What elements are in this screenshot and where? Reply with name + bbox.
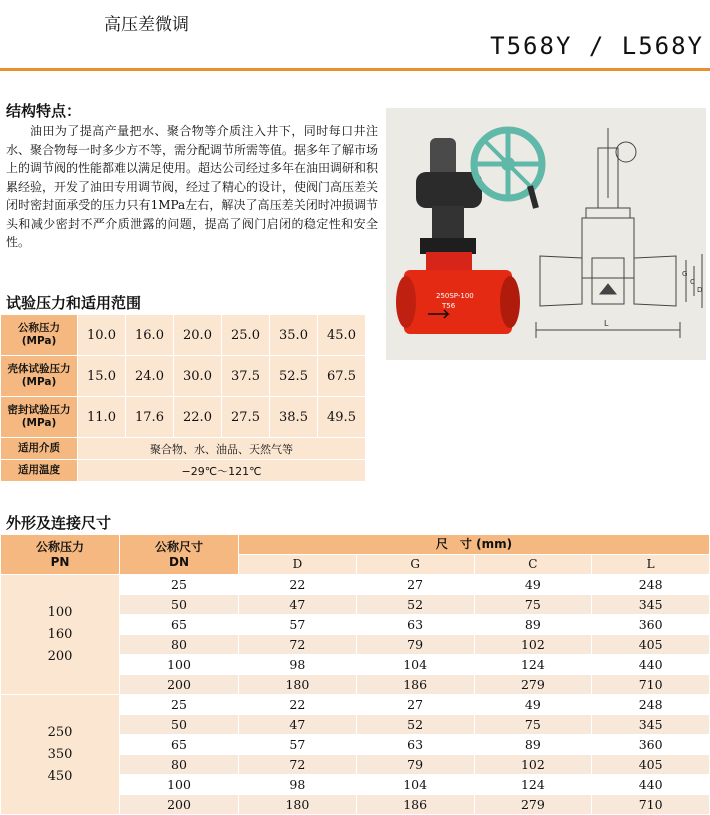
cell-c: 75 [474,595,592,615]
test-value-cell: 25.0 [222,315,270,356]
test-row [1,397,366,438]
cell-g: 52 [356,715,474,735]
cell-dn: 80 [120,755,239,775]
cell-d: 57 [239,735,357,755]
cell-l: 710 [592,675,710,695]
cell-l: 405 [592,635,710,655]
cell-d: 72 [239,635,357,655]
cell-g: 27 [356,575,474,595]
cell-c: 124 [474,655,592,675]
cell-l: 345 [592,715,710,735]
cell-d: 180 [239,795,357,815]
dim-label-d: D [697,286,703,294]
cell-l: 345 [592,595,710,615]
medium-value: 聚合物、水、油品、天然气等 [78,438,366,460]
cell-g: 186 [356,795,474,815]
cell-g: 63 [356,615,474,635]
test-value-cell: 17.6 [126,397,174,438]
test-row-label: 公称压力 (MPa) [1,315,78,356]
section-drawing [536,128,702,338]
medium-row [1,438,366,460]
cell-d: 57 [239,615,357,635]
cell-dn: 100 [120,775,239,795]
test-value-cell: 10.0 [78,315,126,356]
cell-c: 49 [474,575,592,595]
col-d-header: D [239,555,357,575]
cell-d: 22 [239,695,357,715]
cell-c: 124 [474,775,592,795]
test-value-cell: 22.0 [174,397,222,438]
cell-c: 49 [474,695,592,715]
medium-label: 适用介质 [1,438,78,460]
cell-d: 98 [239,775,357,795]
test-value-cell: 30.0 [174,356,222,397]
cell-l: 440 [592,775,710,795]
dn-header: 公称尺寸 DN [120,535,239,575]
col-l-header: L [592,555,710,575]
test-row [1,315,366,356]
size-header: 尺 寸 (mm) [239,535,710,555]
features-paragraph: 油田为了提高产量把水、聚合物等介质注入井下，同时每口井注水、聚合物每一时多少方不等，需分配调节所需等值。据多年了解市场上的调节阀的性能都难以满足使用。超达公司经过多年在油田调研和积累经验，开发了油田专用调节阀，经过了精心的设计，使阀门高压差关闭时密封面承受的压力只有1MPa左右，解决了高压差关闭时冲损调节头和减少密封不严介质泄露的问题，提高了阀门启闭的稳定性和安全性。 [6,124,379,249]
dim-label-l: L [604,319,609,328]
bonnet-flange-icon [420,238,476,254]
test-value-cell: 15.0 [78,356,126,397]
test-row-label: 密封试验压力 (MPa) [1,397,78,438]
temperature-row [1,460,366,482]
cell-c: 102 [474,755,592,775]
test-value-cell: 27.5 [222,397,270,438]
cell-dn: 200 [120,675,239,695]
dimension-row [1,575,710,595]
valve-body-icon [396,252,520,334]
test-value-cell: 35.0 [270,315,318,356]
cell-dn: 65 [120,735,239,755]
gearbox-icon [416,172,482,208]
cell-d: 180 [239,675,357,695]
cell-d: 22 [239,575,357,595]
cell-g: 186 [356,675,474,695]
test-value-cell: 11.0 [78,397,126,438]
cell-d: 47 [239,595,357,615]
test-pressure-heading: 试验压力和适用范围 [6,294,142,312]
cell-l: 405 [592,755,710,775]
pn-group-cell: 100 160 200 [1,575,120,695]
test-pressure-table [0,314,366,482]
test-value-cell: 20.0 [174,315,222,356]
pn-group-cell: 250 350 450 [1,695,120,815]
dimensions-heading: 外形及连接尺寸 [6,514,112,532]
test-value-cell: 45.0 [318,315,366,356]
cell-d: 47 [239,715,357,735]
header-divider [0,68,710,71]
cell-dn: 25 [120,695,239,715]
hand-wheel-icon [474,130,542,208]
test-row [1,356,366,397]
cell-d: 72 [239,755,357,775]
cell-g: 79 [356,635,474,655]
cell-dn: 65 [120,615,239,635]
dimension-row [1,695,710,715]
dim-label-g: G [682,270,688,278]
valve-marking-2: T56 [442,302,456,310]
cell-dn: 200 [120,795,239,815]
cell-l: 360 [592,735,710,755]
cell-c: 279 [474,795,592,815]
cell-l: 360 [592,615,710,635]
yoke-icon [432,206,464,242]
valve-photo-and-drawing [386,108,706,360]
valve-illustration [386,108,706,360]
cell-dn: 100 [120,655,239,675]
cell-g: 104 [356,655,474,675]
col-c-header: C [474,555,592,575]
cell-l: 440 [592,655,710,675]
test-row-label: 壳体试验压力 (MPa) [1,356,78,397]
test-value-cell: 38.5 [270,397,318,438]
page-title: 高压差微调 [104,15,189,35]
valve-marking-1: 250SP-100 [436,292,474,300]
cell-l: 248 [592,695,710,715]
model-number: T568Y / L568Y [490,32,704,60]
test-value-cell: 52.5 [270,356,318,397]
cell-dn: 25 [120,575,239,595]
cell-c: 102 [474,635,592,655]
cell-c: 279 [474,675,592,695]
cell-dn: 50 [120,715,239,735]
test-value-cell: 49.5 [318,397,366,438]
cell-g: 63 [356,735,474,755]
cell-c: 89 [474,735,592,755]
pn-header: 公称压力 PN [1,535,120,575]
cell-c: 89 [474,615,592,635]
test-value-cell: 24.0 [126,356,174,397]
cell-g: 27 [356,695,474,715]
temperature-value: −29℃～121℃ [78,460,366,482]
features-heading: 结构特点： [6,102,82,120]
cell-dn: 80 [120,635,239,655]
cell-l: 710 [592,795,710,815]
cell-g: 79 [356,755,474,775]
cell-g: 104 [356,775,474,795]
test-value-cell: 16.0 [126,315,174,356]
test-value-cell: 37.5 [222,356,270,397]
dim-label-c: C [690,278,695,286]
cell-d: 98 [239,655,357,675]
cell-c: 75 [474,715,592,735]
cell-dn: 50 [120,595,239,615]
col-g-header: G [356,555,474,575]
cell-g: 52 [356,595,474,615]
test-value-cell: 67.5 [318,356,366,397]
temperature-label: 适用温度 [1,460,78,482]
cell-l: 248 [592,575,710,595]
dimensions-table [0,534,710,815]
